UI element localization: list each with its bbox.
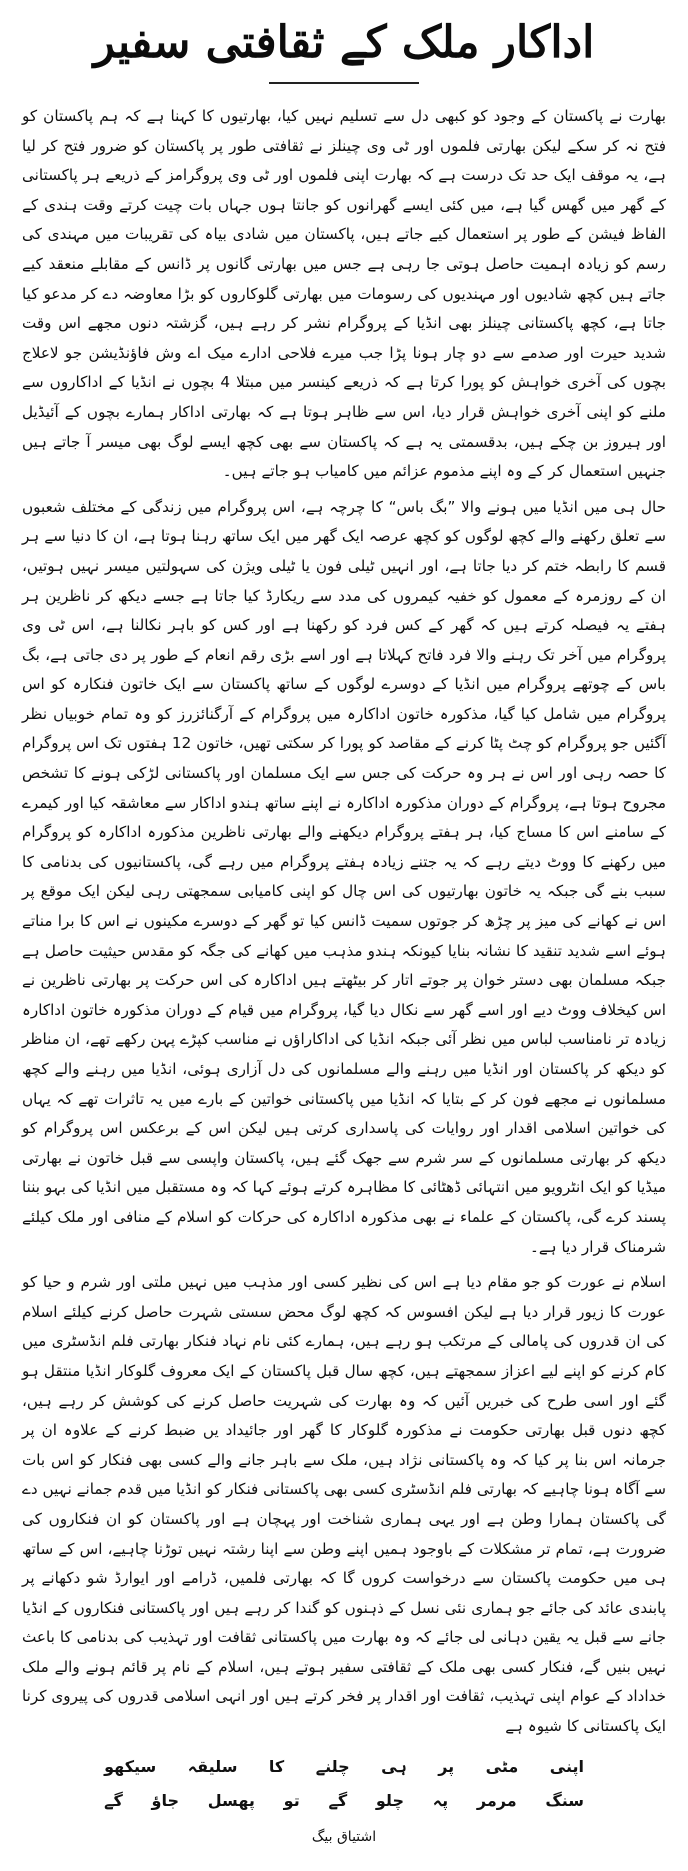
author-name: اشتیاق بیگ	[311, 1828, 377, 1845]
couplet-word: پہ	[432, 1790, 449, 1810]
paragraph-2: حال ہی میں انڈیا میں ہونے والا ”بگ باس“ کا چرچہ ہے، اس پروگرام میں زندگی کے مختلف شعبوں سے تعلق رکھنے والے کچھ لوگوں کو کچھ عرصہ ایک گھر میں ایک ساتھ رہنا ہوتا ہے، ان کا دنیا سے ہر قسم کا رابطہ ختم کر دیا جاتا ہے، اور انہیں ٹیلی فون یا ٹیلی ویژن کی سہولتیں میسر نہیں ہوتیں، ان کے روزمرہ کے معمول کو خفیہ کیمروں کی مدد سے ریکارڈ کیا جاتا ہے جسے دیکھ کر ناظرین ہر ہفتے یہ فیصلہ کرتے ہیں کہ گھر کے کس فرد کو رکھنا ہے اور کس کو باہر نکالنا ہے، اس ٹی وی پروگرام میں آخر تک رہنے والا فرد فاتح کہلاتا ہے اور اسے بڑی رقم انعام کے طور پر دی جاتی ہے، بگ باس کے چوتھے پروگرام میں انڈیا کے دوسرے لوگوں کے ساتھ پاکستان سے ایک خاتون فنکارہ کو اس پروگرام میں شامل کیا گیا، مذکورہ خاتون اداکارہ میں پروگرام کے آرگنائزرز کو وہ تمام خوبیاں نظر آگئیں جو پروگرام کو چٹ پٹا کرنے کے مقاصد کو پورا کر سکتی تھیں، خاتون 12 ہفتوں تک اس پروگرام کا حصہ رہی اور اس نے ہر وہ حرکت کی جس سے ایک مسلمان اور پاکستانی لڑکی ہونے کا تشخص مجروح ہوتا ہے، پروگرام کے دوران مذکورہ اداکارہ نے اپنے ساتھ ہندو اداکار سے معاشقہ کیا اور کیمرے کے سامنے اس کا مساج کیا، ہر ہفتے پروگرام دیکھنے والے بھارتی ناظرین مذکورہ اداکارہ کو پروگرام میں رکھنے کا ووٹ دیتے رہے کہ یہ جتنے زیادہ ہفتے پروگرام میں رہے گی، پاکستانیوں کی بدنامی کا سبب بنے گی جبکہ یہ خاتون بھارتیوں کی اس چال کو اپنی کامیابی سمجھتی رہی لیکن ایک موقع پر اس نے کھانے کی میز پر چڑھ کر جوتوں سمیت ڈانس کیا تو گھر کے دوسرے مکینوں نے اس کا برا مناتے ہوئے اسے شدید تنقید کا نشانہ بنایا کیونکہ ہندو مذہب میں کھانے کی جگہ کو مقدس حیثیت حاصل ہے جبکہ مسلمان بھی دستر خوان پر جوتے اتار کر بیٹھتے ہیں اداکارہ کی اس حرکت پر بھارتی ناظرین نے اس کیخلاف ووٹ دیے اور اسے گھر سے نکال دیا گیا، پروگرام میں قیام کے دوران مذکورہ خاتون اداکارہ زیادہ تر نامناسب لباس میں نظر آئی جبکہ انڈیا کی اداکاراؤں نے مناسب کپڑے پہن رکھے تھے، ان مناظر کو دیکھ کر پاکستان اور انڈیا میں رہنے والے مسلمانوں کی دل آزاری ہوئی، انڈیا میں رہنے والے کچھ مسلمانوں نے مجھے فون کر کے بتایا کہ انڈیا میں پاکستانی خواتین کے بارے میں یہ تاثرات تھے کہ یہاں کی خواتین اسلامی اقدار اور روایات کی پاسداری کرتی ہیں لیکن اس کے برعکس اس پروگرام کو دیکھ کر بھارتی مسلمانوں کے سر شرم سے جھک گئے ہیں، پاکستان واپسی سے قبل خاتون نے بھارتی میڈیا کو ایک انٹرویو میں انتہائی ڈھٹائی کا مظاہرہ کرتے ہوئے کہا کہ وہ مستقبل میں انڈیا کی بہو بننا پسند کرے گی، پاکستان کے علماء نے بھی مذکورہ اداکارہ کی حرکات کو اسلام کے منافی اور ملک کیلئے شرمناک قرار دیا ہے۔	[22, 497, 666, 1256]
article-title: اداکار ملک کے ثقافتی سفیر	[93, 17, 595, 68]
paragraph-3: اسلام نے عورت کو جو مقام دیا ہے اس کی نظیر کسی اور مذہب میں نہیں ملتی اور شرم و حیا کو عورت کا زیور قرار دیا ہے لیکن افسوس کہ کچھ لوگ محض سستی شہرت حاصل کرنے کیلئے اسلام کی ان قدروں کی پامالی کے مرتکب ہو رہے ہیں، ہمارے کئی نام نہاد فنکار بھارتی فلم انڈسٹری میں کام کرنے کو اپنے لیے اعزاز سمجھتے ہیں، کچھ سال قبل پاکستان کے ایک معروف گلوکار انڈیا منتقل ہو گئے اور اسی طرح کی خبریں آئیں کہ وہ بھارت کی شہریت حاصل کرنے کی کوشش کر رہے ہیں، کچھ دنوں قبل بھارتی حکومت نے مذکورہ گلوکار کا گھر اور جائیداد یں ضبط کرنے کے علاوہ ان پر جرمانہ اس بنا پر کیا کہ وہ پاکستانی نژاد ہیں، ملک سے باہر جانے والے کسی بھی فنکار کو اس بات سے آگاہ ہونا چاہیے کہ بھارتی فلم انڈسٹری کسی بھی پاکستانی فنکار کو انڈیا میں قدم جمانے نہیں دے گی پاکستان ہمارا وطن ہے اور یہی ہماری شناخت اور پہچان ہے اور پاکستان کو ان فنکاروں کی ضرورت ہے، تمام تر مشکلات کے باوجود ہمیں اپنے وطن سے اپنا رشتہ نہیں توڑنا چاہیے، اس کے ساتھ ہی میں حکومت پاکستان سے درخواست کروں گا کہ بھارتی فلمیں، ڈرامے اور ایوارڈ شو دکھانے پر پابندی عائد کی جائے جو ہماری نئی نسل کے ذہنوں کو گندا کر رہے ہیں اور پاکستانی فنکاروں کے انڈیا جانے سے قبل یہ یقین دہانی لی جائے کہ وہ بھارت میں پاکستانی ثقافت اور تہذیب کی بدنامی کا باعث نہیں بنیں گے، فنکار کسی بھی ملک کے ثقافتی سفیر ہوتے ہیں، اسلام کے نام پر قائم ہونے والے ملک خداداد کے عوام اپنی تہذیب، ثقافت اور اقدار پر فخر کرتے ہیں اور انہی اسلامی قدروں کی پیروی کرنا ایک پاکستانی کا شیوہ ہے	[22, 1273, 666, 1736]
couplet-word: ہی	[381, 1756, 407, 1776]
couplet-word: گے	[104, 1790, 123, 1810]
couplet-word: پھسل	[207, 1790, 255, 1810]
paragraph-1: بھارت نے پاکستان کے وجود کو کبھی دل سے تسلیم نہیں کیا، بھارتیوں کا کہنا ہے کہ ہم پاکستان کو فتح نہ کر سکے لیکن بھارتی فلموں اور ٹی وی چینلز نے ثقافتی طور پر پاکستان کو ضرور فتح کر لیا ہے، یہ موقف ایک حد تک درست ہے کہ بھارت اپنی فلموں اور ٹی وی پروگرامز کے ذریعے ہر پاکستانی کے گھر میں گھس گیا ہے، میں کئی ایسے گھرانوں کو جانتا ہوں جہاں بات چیت کرتے وقت ہندی کے الفاظ فیشن کے طور پر استعمال کیے جاتے ہیں، پاکستان میں شادی بیاہ کی تقریبات میں مہندی کی رسم کو زیادہ اہمیت حاصل ہوتی جا رہی ہے جس میں بھارتی گانوں پر ڈانس کے مقابلے منعقد کیے جاتے ہیں کچھ شادیوں اور مہندیوں کی رسومات میں بھارتی گلوکاروں کو بڑا معاوضہ دے کر مدعو کیا جاتا ہے، کچھ پاکستانی چینلز بھی انڈیا کے پروگرام نشر کر رہے ہیں، گزشتہ دنوں مجھے اس وقت شدید حیرت اور صدمے سے دو چار ہونا پڑا جب میرے فلاحی ادارے میک اے وش فاؤنڈیشن جو لاعلاج بچوں کی آخری خواہش کو پورا کرتا ہے کہ ذریعے کینسر میں مبتلا 4 بچوں نے انڈیا کے اداکاروں سے ملنے کو اپنی آخری خواہش قرار دیا، اس سے ظاہر ہوتا ہے کہ بھارتی اداکار ہمارے بچوں کے آئیڈیل اور ہیروز بن چکے ہیں، بدقسمتی یہ ہے کہ پاکستان سے بھی کچھ ایسے لوگ بھی میسر آ جاتے ہیں جنہیں استعمال کر کے وہ اپنے مذموم عزائم میں کامیاب ہو جاتے ہیں۔	[22, 107, 666, 481]
couplet-word: پر	[438, 1756, 455, 1776]
couplet-word: جاؤ	[151, 1790, 180, 1810]
couplet-word: سلیقہ	[187, 1756, 238, 1776]
couplet-word: چلنے	[315, 1756, 350, 1776]
closing-couplet	[22, 1750, 666, 1818]
couplet-word: مرمر	[476, 1790, 517, 1810]
couplet-line-1	[104, 1750, 584, 1784]
article-body	[22, 102, 666, 1742]
couplet-word: تو	[283, 1790, 300, 1810]
couplet-word: مٹی	[485, 1756, 519, 1776]
couplet-word: سنگ	[545, 1790, 584, 1810]
couplet-line-2	[104, 1784, 584, 1818]
couplet-word: کا	[268, 1756, 285, 1776]
couplet-word: اپنی	[549, 1756, 584, 1776]
title-divider	[269, 82, 419, 84]
couplet-word: گے	[328, 1790, 348, 1810]
couplet-word: چلو	[375, 1790, 404, 1810]
couplet-word: سیکھو	[104, 1756, 157, 1776]
